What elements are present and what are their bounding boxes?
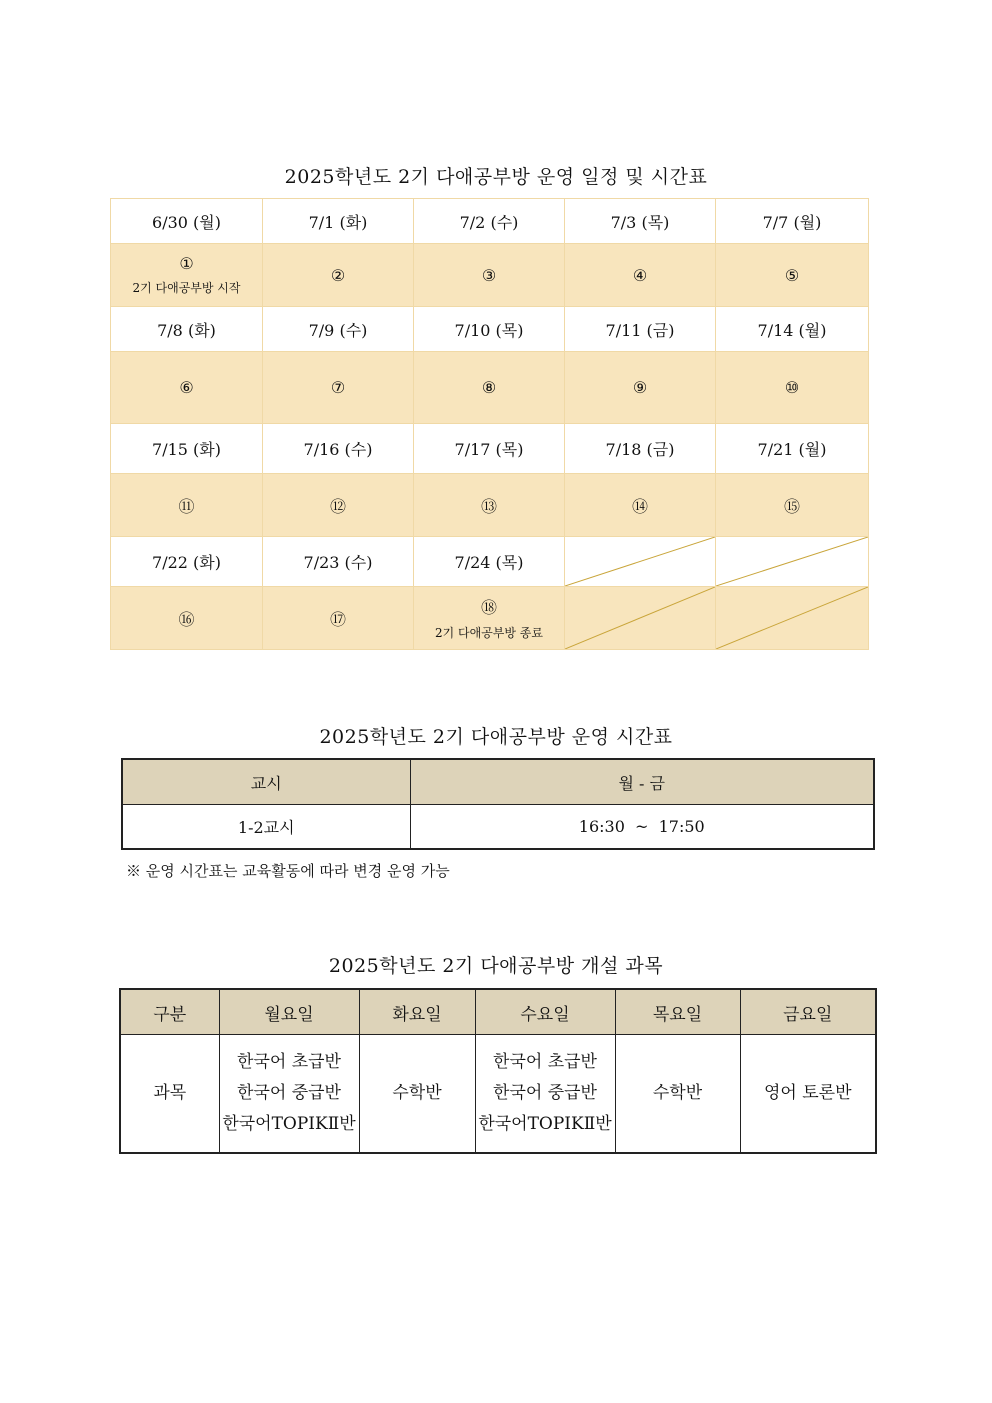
calendar-date: 7/10 (목) xyxy=(414,307,565,352)
calendar-date: 7/9 (수) xyxy=(263,307,414,352)
calendar-date: 7/14 (월) xyxy=(716,307,869,352)
session-number: ④ xyxy=(632,265,648,285)
row-label: 과목 xyxy=(120,1035,219,1154)
calendar-date: 7/3 (목) xyxy=(565,199,716,244)
calendar-session xyxy=(111,352,263,424)
calendar-session xyxy=(716,352,869,424)
subjects-title: 2025학년도 2기 다애공부방 개설 과목 xyxy=(328,955,664,977)
subject-item: 한국어 중급반 xyxy=(237,1083,341,1103)
calendar-date: 7/23 (수) xyxy=(263,537,414,587)
header-friday: 금요일 xyxy=(740,989,876,1035)
session-number: ⑮ xyxy=(783,496,800,516)
subject-item: 한국어 초급반 xyxy=(493,1052,597,1072)
subject-item: 한국어TOPIKⅡ반 xyxy=(222,1114,356,1134)
calendar-date: 6/30 (월) xyxy=(111,199,263,244)
blank-cell xyxy=(716,537,869,587)
subject-item: 영어 토론반 xyxy=(763,1083,852,1103)
calendar-session-row xyxy=(111,587,869,650)
subject-item: 한국어 중급반 xyxy=(493,1083,597,1103)
calendar-date: 7/16 (수) xyxy=(263,424,414,474)
time-cell: 16:30 ~ 17:50 xyxy=(410,805,874,850)
session-number: ⑭ xyxy=(631,496,648,516)
calendar-date: 7/17 (목) xyxy=(414,424,565,474)
calendar-session-row xyxy=(111,474,869,537)
calendar-session xyxy=(414,244,565,307)
calendar-date: 7/11 (금) xyxy=(565,307,716,352)
calendar-date: 7/2 (수) xyxy=(414,199,565,244)
calendar-session xyxy=(414,474,565,537)
calendar-session xyxy=(263,587,414,650)
calendar-session xyxy=(565,352,716,424)
session-number: ⑫ xyxy=(329,496,346,516)
calendar-date-row xyxy=(111,537,869,587)
session-number: ② xyxy=(330,265,346,285)
calendar-session xyxy=(414,352,565,424)
session-number: ⑧ xyxy=(481,378,497,397)
calendar-date: 7/22 (화) xyxy=(111,537,263,587)
header-monday: 월요일 xyxy=(219,989,359,1035)
blank-cell xyxy=(565,587,716,650)
subjects-wednesday xyxy=(475,1035,615,1154)
timetable-title: 2025학년도 2기 다애공부방 운영 시간표 xyxy=(319,726,673,748)
calendar-session xyxy=(414,587,565,650)
session-number: ⑤ xyxy=(784,265,800,285)
blank-cell xyxy=(565,537,716,587)
period-cell: 1-2교시 xyxy=(122,805,410,850)
session-number: ⑩ xyxy=(784,378,800,397)
session-number: ⑥ xyxy=(179,378,194,397)
session-number: ⑯ xyxy=(178,609,195,629)
calendar-date-row xyxy=(111,199,869,244)
header-wednesday: 수요일 xyxy=(475,989,615,1035)
session-number: ① xyxy=(179,254,194,273)
calendar-session xyxy=(263,244,414,307)
subject-item: 수학반 xyxy=(652,1083,703,1103)
calendar-date: 7/1 (화) xyxy=(263,199,414,244)
days-header: 월 - 금 xyxy=(410,759,874,805)
calendar-session xyxy=(263,352,414,424)
calendar-session-row xyxy=(111,244,869,307)
session-number: ⑱ xyxy=(480,598,497,617)
subjects-friday xyxy=(740,1035,876,1154)
calendar-date-row xyxy=(111,424,869,474)
session-number: ③ xyxy=(481,265,497,285)
calendar-date: 7/21 (월) xyxy=(716,424,869,474)
session-note: 2기 다애공부방 종료 xyxy=(434,626,543,640)
subjects-thursday xyxy=(615,1035,740,1154)
session-number: ⑪ xyxy=(178,496,195,516)
footnote: ※ 운영 시간표는 교육활동에 따라 변경 운영 가능 xyxy=(126,862,450,880)
calendar-session xyxy=(263,474,414,537)
calendar-session-row xyxy=(111,352,869,424)
period-header: 교시 xyxy=(122,759,410,805)
schedule-title: 2025학년도 2기 다애공부방 운영 일정 및 시간표 xyxy=(284,166,708,188)
calendar-session xyxy=(565,474,716,537)
calendar-date: 7/8 (화) xyxy=(111,307,263,352)
session-number: ⑬ xyxy=(480,496,497,516)
subject-item: 수학반 xyxy=(392,1083,442,1103)
subjects-table xyxy=(119,988,877,1154)
session-number: ⑰ xyxy=(329,609,346,629)
calendar-session xyxy=(565,244,716,307)
blank-cell xyxy=(716,587,869,650)
session-number: ⑦ xyxy=(330,378,346,397)
calendar-date: 7/7 (월) xyxy=(716,199,869,244)
operating-timetable xyxy=(121,758,875,850)
calendar-date: 7/15 (화) xyxy=(111,424,263,474)
subjects-monday xyxy=(219,1035,359,1154)
subjects-tuesday xyxy=(359,1035,475,1154)
schedule-calendar xyxy=(110,198,869,650)
calendar-session xyxy=(111,244,263,307)
header-tuesday: 화요일 xyxy=(359,989,475,1035)
subject-item: 한국어 초급반 xyxy=(237,1052,341,1072)
calendar-session xyxy=(111,587,263,650)
calendar-session xyxy=(111,474,263,537)
subject-item: 한국어TOPIKⅡ반 xyxy=(478,1114,612,1134)
calendar-date: 7/24 (목) xyxy=(414,537,565,587)
calendar-session xyxy=(716,244,869,307)
calendar-date: 7/18 (금) xyxy=(565,424,716,474)
session-note: 2기 다애공부방 시작 xyxy=(132,281,241,295)
session-number: ⑨ xyxy=(632,378,648,397)
header-category: 구분 xyxy=(120,989,219,1035)
calendar-session xyxy=(716,474,869,537)
calendar-date-row xyxy=(111,307,869,352)
header-thursday: 목요일 xyxy=(615,989,740,1035)
